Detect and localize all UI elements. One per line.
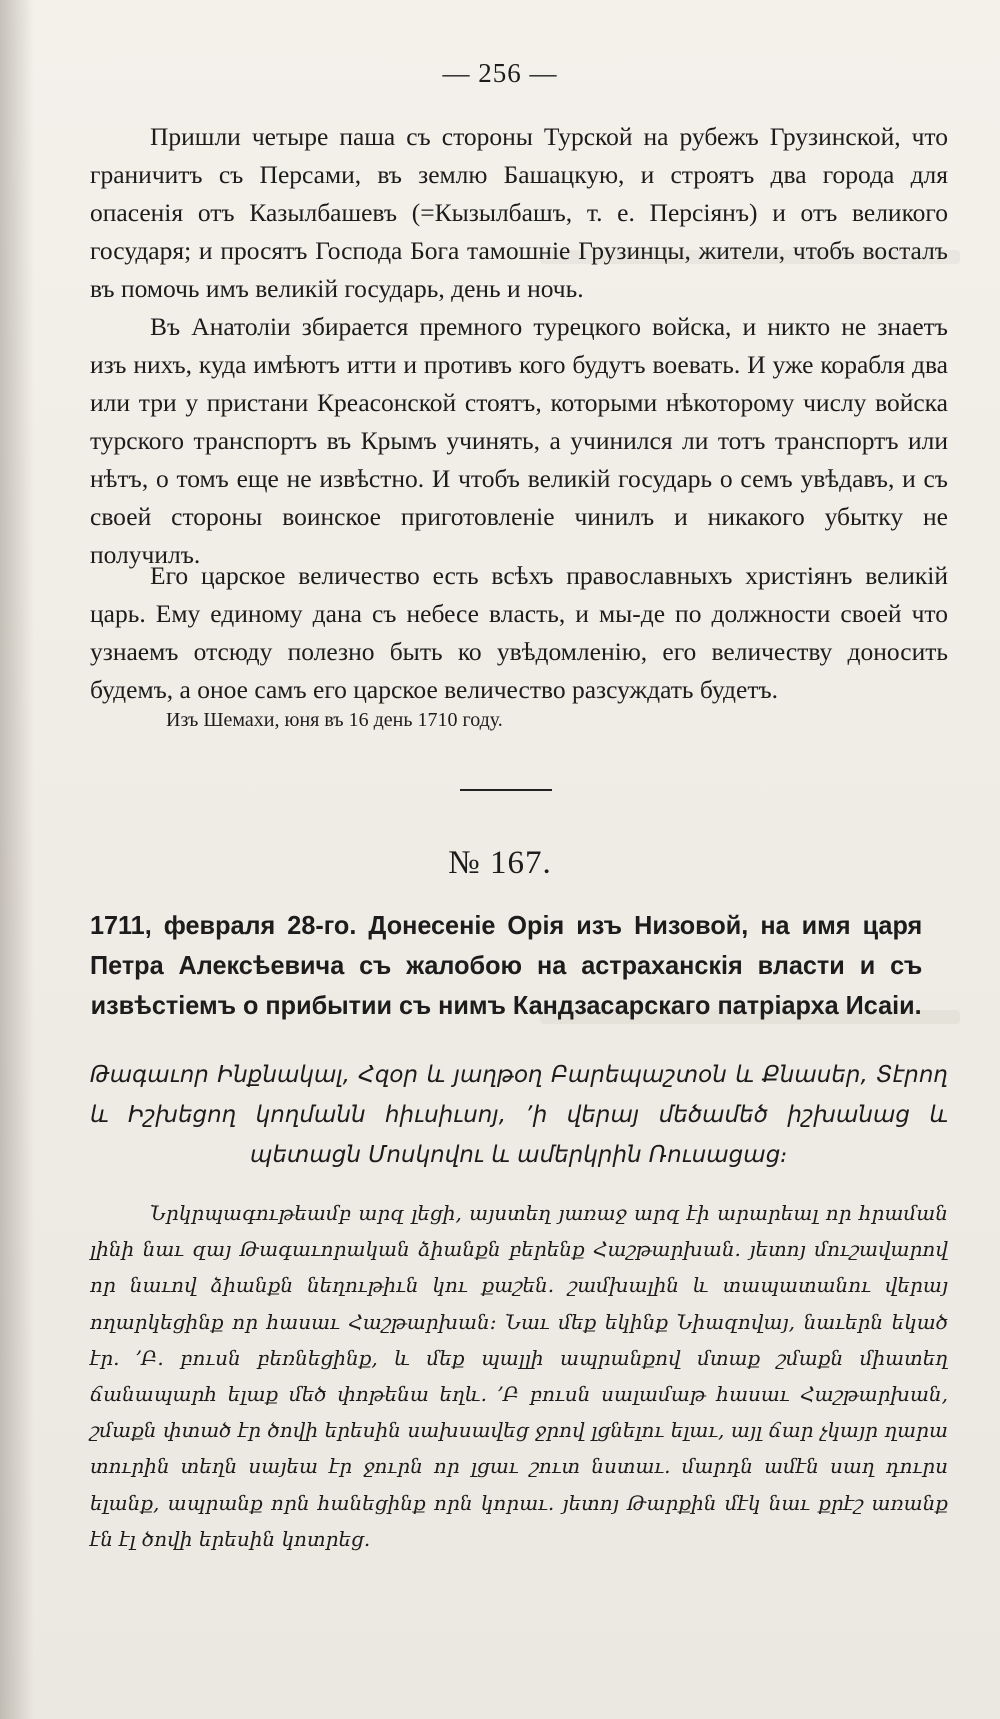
document-heading: 1711, февраля 28-го. Донесеніе Орія изъ Низовой, на имя царя Петра Алексѣевича съ жалобою на астраханскія власти и съ извѣстіемъ о прибытии съ нимъ Кандзасарскаго патріарха Исаіи. [90, 910, 923, 1020]
armenian-salutation: Թագաւոր Ինքնակալ, Հզօր և յաղթօղ Բարեպաշտօն և Քնասեր, Տէրող և Իշխեցող կողմանն հիւսիւսոյ, ՚ի վերայ մեծամեծ իշխանաց և պետացն Մոսկովու և ամերկրին Ռուսացաց։ [90, 1062, 948, 1168]
page-number: — 256 — [442, 58, 558, 88]
section-divider [460, 789, 552, 791]
russian-paragraph-1: Пришли четыре паша съ стороны Турской на рубежъ Грузинской, что граничитъ съ Персами, въ землю Башацкую, и строятъ два города для опасенія отъ Казылбашевъ (=Кызылбашъ, т. е. Персіянъ) и отъ великого государя; и просятъ Господа Бога тамошніе Грузинцы, жители, чтобъ восталъ въ помочь имъ великій государь, день и ночь. [90, 122, 948, 303]
russian-paragraph-3: Его царское величество есть всѣхъ православныхъ христіянъ великій царь. Ему единому дана съ небесе власть, и мы-де по должности своей что узнаемъ отсюду полезно быть ко увѣдомленію, его величеству доносить будемъ, а оное самъ его царское величество разсуждать будетъ. [90, 561, 948, 704]
russian-paragraph-2: Въ Анатоліи збирается премного турецкого войска, и никто не знаетъ изъ нихъ, куда имѣютъ итти и противъ кого будутъ воевать. И уже корабля два или три у пристани Креасонской стоятъ, которыми нѣкоторому числу войска турского транспортъ въ Крымъ учинять, а учинился ли тотъ транспортъ или нѣтъ, о томъ еще не извѣстно. И чтобъ великій государь о семъ увѣдавъ, и съ своей стороны воинское приготовленіе чинилъ и никакого убытку не получилъ. [90, 312, 948, 569]
document-number: № 167. [448, 845, 552, 881]
armenian-body-text: Նրկրպագութեամբ արզ լեցի, այստեղ յառաջ արզ էի արարեալ որ հրաման լինի նաւ զայ Թագաւորական ձիանքն բերենք Հաշթարխան. յետոյ մուշավարով որ նաւով ձիանքն նեղութիւն կու քաշեն. շամխալին և տապատանու վերայ ողարկեցինք որ հասաւ Հաշթարխան։ Նաւ մեք եկինք Նիազովայ, նաւերն եկած էր. ՚Բ. բուսն բեռնեցինք, և մեք պալլի ապրանքով մտաք շմաքն միատեղ ճանապարհ ելաք մեծ փոթենա եղև. ՚Բ բուսն սալամաթ հասաւ Հաշթարխան, շմաքն փտած էր ծովի երեսին սախսավեց ջրով լցնելու ելաւ, այլ ճար չկայր ղարա տուրին տեղն սայեա էր ջուրն որ լցաւ շուտ նստաւ. մարդն ամէն սաղ դուրս ելանք, ապրանք որն հանեցինք որն կորաւ. յետոյ Թարքին մէկ նաւ քրէշ առանք էն էլ ծովի երեսին կոտրեց. [90, 1201, 948, 1551]
signoff-line: Изъ Шемахи, юня въ 16 день 1710 году. [166, 709, 503, 731]
